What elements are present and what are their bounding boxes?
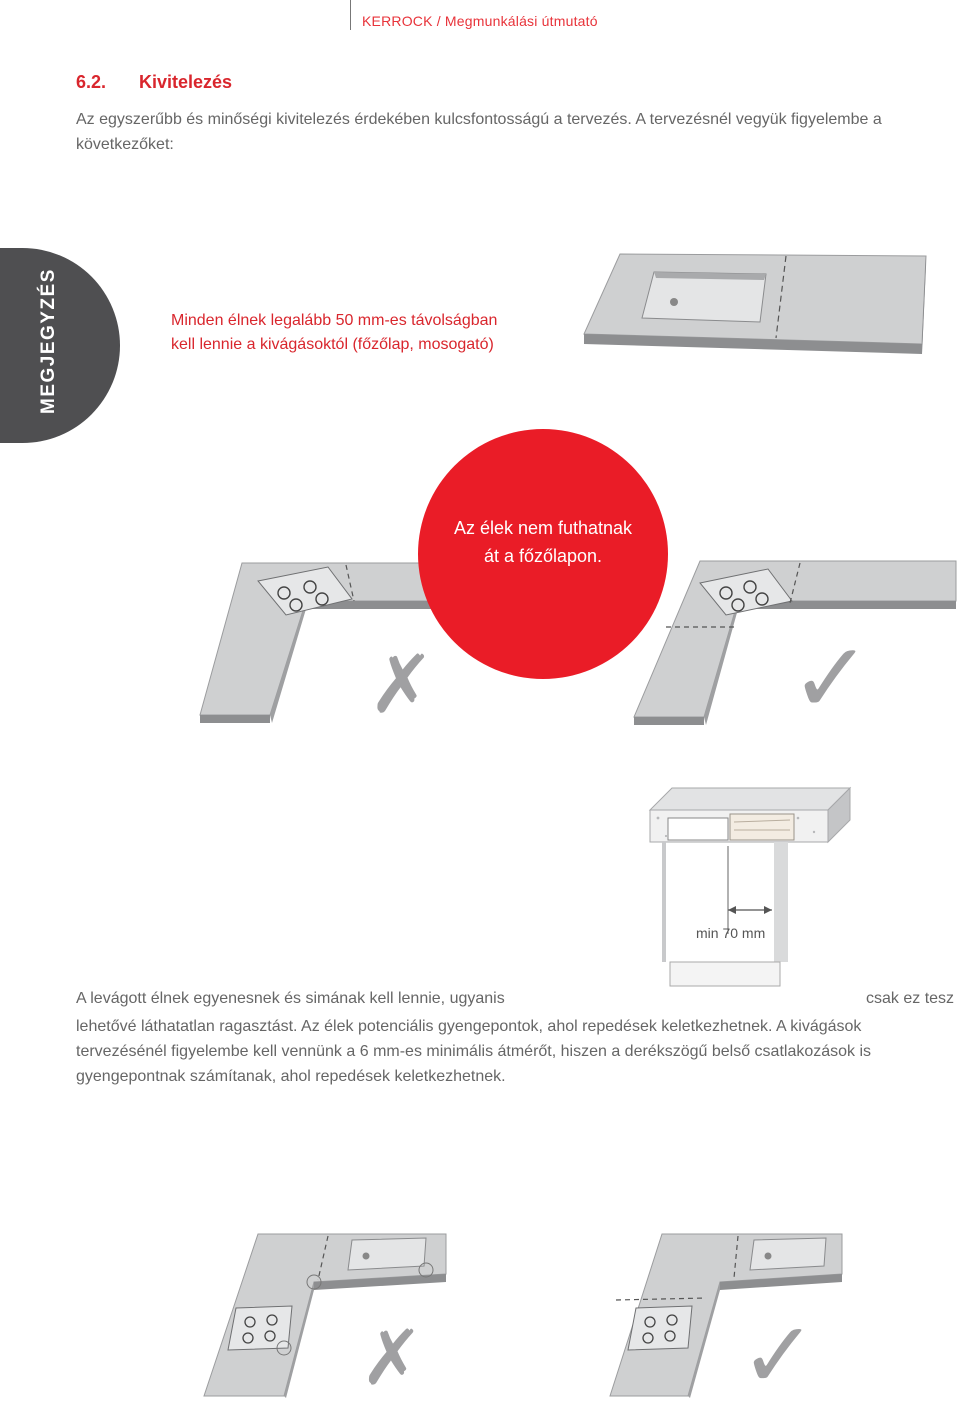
wrong-mark-icon-2: ✗ — [360, 1313, 424, 1402]
intro-paragraph: Az egyszerűbb és minőségi kivitelezés érdekében kulcsfontosságú a tervezés. A tervezésnél vegyük figyelembe a következőket: — [76, 111, 882, 153]
running-header: KERROCK / Megmunkálási útmutató — [362, 13, 598, 29]
note-text: Minden élnek legalább 50 mm-es távolságban kell lennie a kivágásoktól (főzőlap, mosogató) — [171, 312, 498, 353]
callout-text: Az élek nem futhatnak át a főzőlapon. — [453, 518, 633, 566]
note-side-tab-label: MEGJEGYZÉS — [38, 268, 59, 414]
cross-section-illustration — [648, 784, 854, 990]
section-title: Kivitelezés — [139, 72, 233, 92]
right-mark-icon-2: ✓ — [740, 1302, 818, 1409]
countertop-sink-illustration — [580, 250, 930, 360]
wrong-mark-icon: ✗ — [368, 638, 436, 731]
section-number: 6.2. — [76, 72, 107, 92]
header-divider — [350, 0, 351, 30]
body-text-line1-right: csak ez tesz — [866, 990, 955, 1007]
min-distance-label: min 70 mm — [696, 925, 766, 941]
note-side-tab — [0, 248, 120, 443]
body-text-line1-left: A levágott élnek egyenesnek és simának kell lennie, ugyanis — [76, 990, 505, 1007]
body-text: lehetővé láthatatlan ragasztást. Az élek potenciális gyengepontok, ahol repedések keletkezhetnek. A kivágások tervezésénél figyelembe kell vennünk a 6 mm-es minimális átmérőt, hiszen a derékszögű belső csatlakozások is gyengepontnak számítanak, ahol repedések keletkezhetnek. — [76, 1018, 872, 1085]
right-mark-icon: ✓ — [790, 622, 873, 736]
